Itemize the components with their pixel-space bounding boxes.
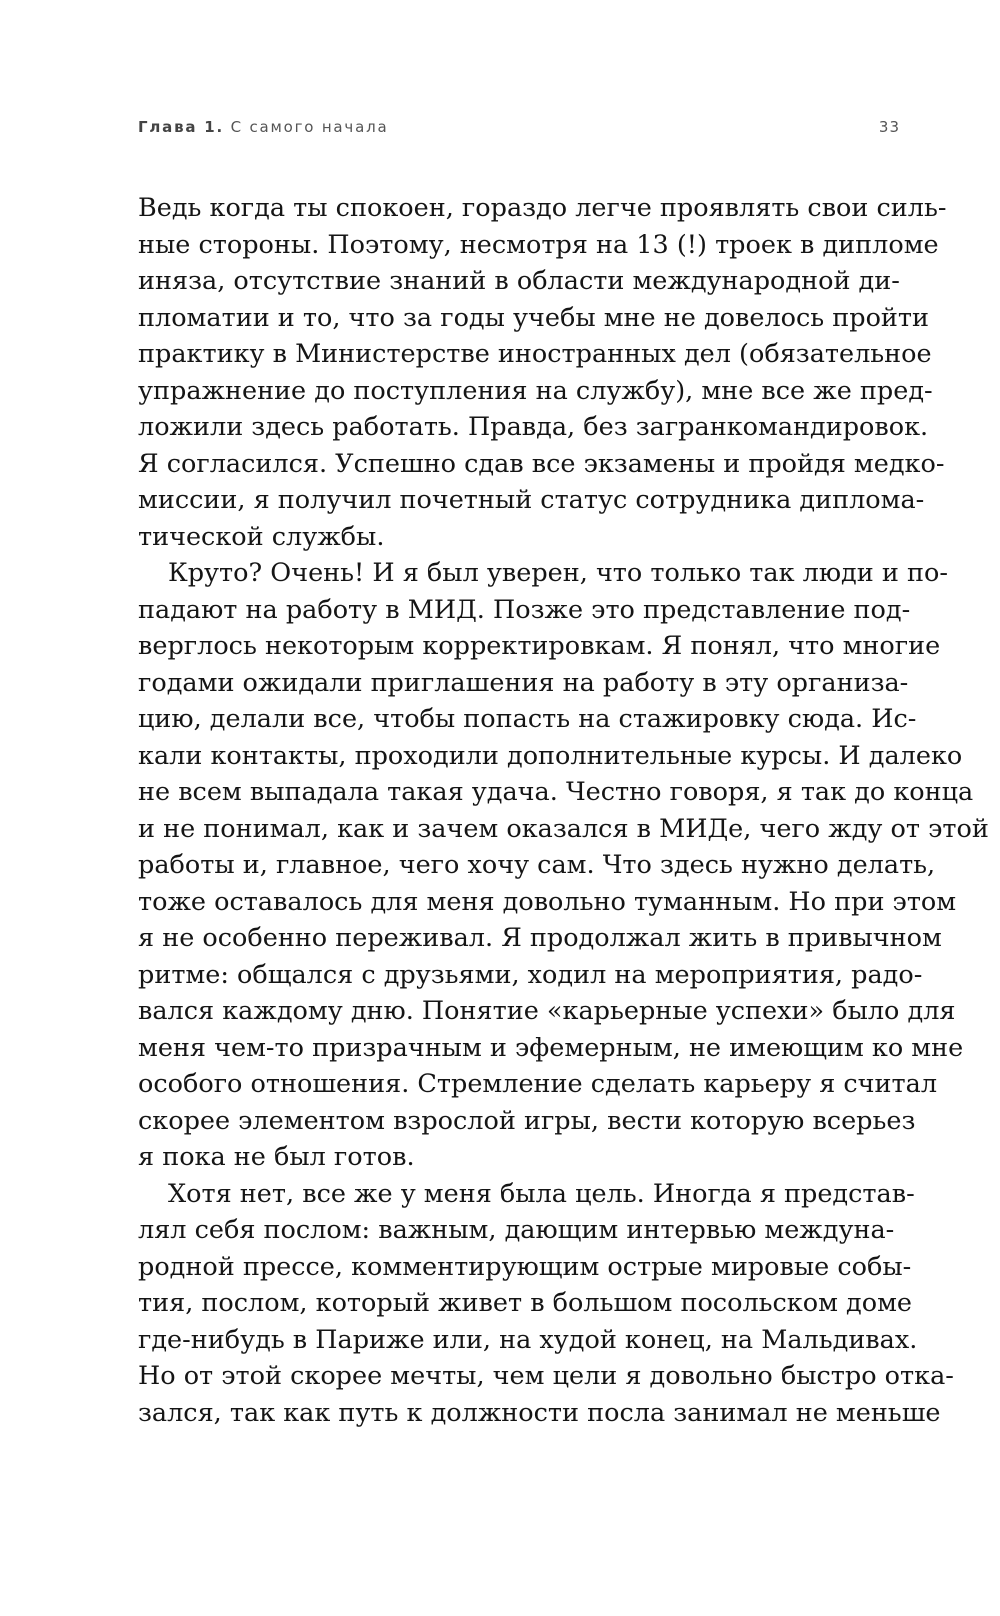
text-line: лял себя послом: важным, дающим интервью междуна- (138, 1215, 895, 1245)
body-text (138, 190, 989, 1431)
text-line: практику в Министерстве иностранных дел (обязательное (138, 339, 932, 369)
text-line: Ведь когда ты спокоен, гораздо легче проявлять свои силь- (138, 193, 947, 223)
text-line: иняза, отсутствие знаний в области международной ди- (138, 266, 900, 296)
text-line: миссии, я получил почетный статус сотрудника диплома- (138, 485, 925, 515)
text-line: упражнение до поступления на службу), мне все же пред- (138, 375, 933, 406)
text-line: ные стороны. Поэтому, несмотря на 13 (!) троек в дипломе (138, 229, 939, 260)
text-line: вался каждому дню. Понятие «карьерные успехи» было для (138, 996, 956, 1026)
paragraph (138, 1176, 954, 1432)
text-line: падают на работу в МИД. Позже это представление под- (138, 594, 911, 625)
text-line: ритме: общался с друзьями, ходил на мероприятия, радо- (138, 959, 923, 990)
text-line: Но от этой скорее мечты, чем цели я довольно быстро отка- (138, 1361, 954, 1391)
text-line: верглось некоторым корректировкам. Я понял, что многие (138, 631, 941, 661)
paragraph (138, 555, 989, 1176)
text-line: годами ожидали приглашения на работу в эту организа- (138, 667, 909, 698)
text-line: родной прессе, комментирующим острые мировые собы- (138, 1251, 912, 1282)
text-line: тической службы. (138, 521, 385, 552)
running-head (138, 118, 900, 142)
text-line: тоже оставалось для меня довольно туманным. Но при этом (138, 886, 957, 917)
text-line: Круто? Очень! И я был уверен, что только так люди и по- (168, 558, 948, 588)
text-line: ложили здесь работать. Правда, без загранкомандировок. (138, 412, 929, 442)
text-line: меня чем-то призрачным и эфемерным, не имеющим ко мне (138, 1032, 964, 1063)
chapter-label: Глава 1. (138, 118, 225, 136)
text-line: кали контакты, проходили дополнительные курсы. И далеко (138, 740, 963, 771)
text-line: где-нибудь в Париже или, на худой конец, на Мальдивах. (138, 1324, 918, 1355)
text-line: Я согласился. Успешно сдав все экзамены и пройдя медко- (138, 448, 945, 479)
chapter-title: С самого начала (230, 118, 389, 136)
text-line: не всем выпадала такая удача. Честно говоря, я так до конца (138, 777, 974, 807)
text-line: я пока не был готов. (138, 1142, 415, 1172)
text-line: особого отношения. Стремление сделать карьеру я считал (138, 1069, 938, 1099)
paragraph (138, 190, 947, 555)
text-line: Хотя нет, все же у меня была цель. Иногда я представ- (168, 1178, 915, 1209)
text-line: цию, делали все, чтобы попасть на стажировку сюда. Ис- (138, 704, 917, 734)
text-line: я не особенно переживал. Я продолжал жить в привычном (138, 923, 942, 953)
text-line: и не понимал, как и зачем оказался в МИДе, чего жду от этой (138, 813, 989, 844)
chapter-heading (138, 118, 388, 136)
text-line: тия, послом, который живет в большом посольском доме (138, 1288, 913, 1318)
text-line: скорее элементом взрослой игры, вести которую всерьез (138, 1105, 916, 1136)
text-line: зался, так как путь к должности посла занимал не меньше (138, 1397, 941, 1428)
text-line: работы и, главное, чего хочу сам. Что здесь нужно делать, (138, 850, 936, 880)
page-number: 33 (878, 118, 900, 136)
text-line: пломатии и то, что за годы учебы мне не довелось пройти (138, 302, 930, 333)
